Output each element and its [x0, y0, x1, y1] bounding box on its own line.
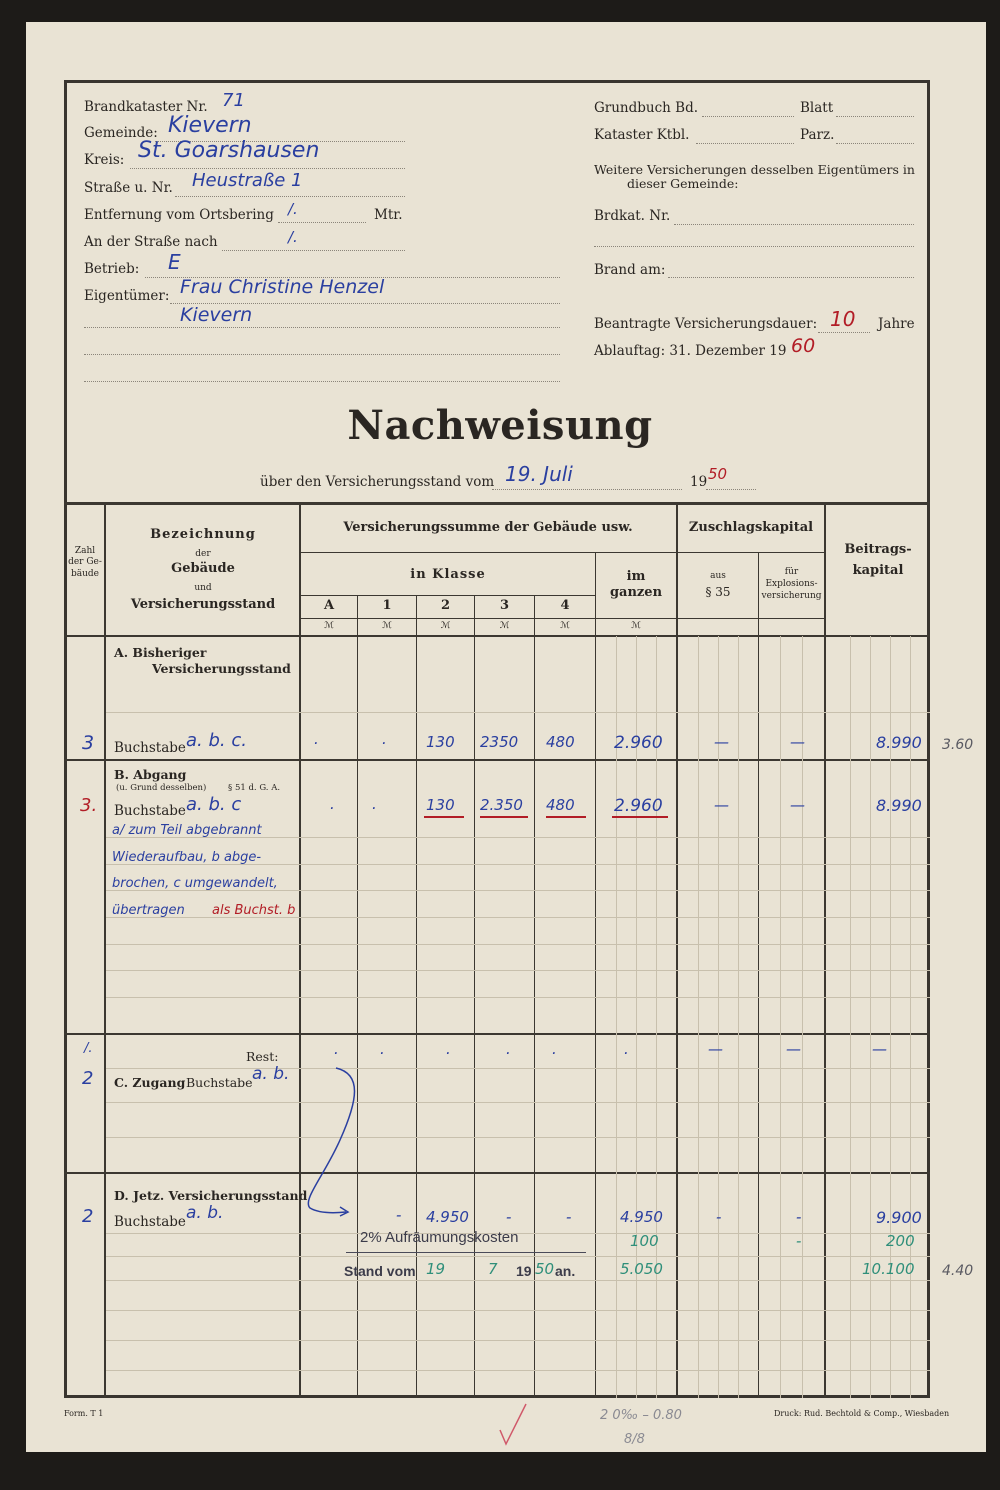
- stamp-stand-month: 7: [488, 1260, 498, 1278]
- stamp-stand-year: 50: [535, 1260, 555, 1278]
- section-b-sub: (u. Grund desselben): [116, 783, 207, 793]
- header-bez-3: Gebäude: [171, 561, 235, 576]
- section-b-note-1: a/ zum Teil abgebrannt: [112, 823, 262, 838]
- section-c-rest-klasse-2: .: [446, 1040, 451, 1058]
- header-klasse-3: 3: [499, 598, 510, 613]
- footer-printer: Druck: Rud. Bechtold & Comp., Wiesbaden: [774, 1409, 950, 1418]
- header-klasse-1: 1: [382, 598, 392, 613]
- strasse-label: Straße u. Nr.: [84, 180, 173, 196]
- footer-form: Form. T 1: [64, 1409, 104, 1418]
- dauer-unit: Jahre: [878, 316, 915, 332]
- title-year: 50: [708, 465, 728, 483]
- entfernung-value: /.: [288, 200, 298, 218]
- section-d-aus35: -: [716, 1208, 722, 1226]
- section-c-rest-beitrag: —: [872, 1040, 887, 1058]
- section-a-aus35: —: [714, 733, 729, 751]
- section-b-note-4: übertragen: [112, 903, 185, 918]
- section-a-explosion: —: [790, 733, 805, 751]
- section-a-ganzen: 2.960: [614, 733, 663, 753]
- header-klasse-2: 2: [440, 598, 451, 613]
- section-b-count: 3.: [80, 795, 98, 816]
- stamp-2-ganzen: 5.050: [620, 1260, 663, 1278]
- strasse-nach-value: /.: [288, 228, 298, 246]
- stamp-stand-day: 19: [426, 1260, 446, 1278]
- section-a-title-1: A. Bisheriger: [114, 645, 207, 660]
- section-a-klasse-a: .: [314, 730, 319, 748]
- section-d-count: 2: [82, 1206, 94, 1227]
- header-bez-5: Versicherungsstand: [130, 597, 276, 612]
- section-c-rest-aus35: —: [708, 1040, 723, 1058]
- currency-a: ℳ: [324, 621, 334, 631]
- header-bez-4: und: [194, 583, 212, 593]
- section-b-buchstabe-label: Buchstabe: [114, 803, 186, 819]
- section-c-count: 2: [82, 1068, 94, 1089]
- section-d-explosion: -: [796, 1208, 802, 1226]
- section-a-klasse-2: 130: [426, 733, 455, 751]
- header-im: im: [626, 569, 646, 584]
- section-a-klasse-1: .: [382, 730, 387, 748]
- entfernung-label: Entfernung vom Ortsbering: [84, 207, 274, 223]
- section-c-title: C. Zugang: [114, 1075, 186, 1090]
- section-a-klasse-4: 480: [546, 733, 575, 751]
- header-bez-1: Bezeichnung: [150, 527, 256, 542]
- section-d-margin-note: 4.40: [942, 1263, 974, 1279]
- header-vsumme: Versicherungssumme der Gebäude usw.: [343, 520, 633, 535]
- stamp-stand-year-prefix: 19: [516, 1263, 532, 1279]
- section-c-rest-klasse-a: .: [334, 1040, 339, 1058]
- section-c-rest-klasse-4: .: [552, 1040, 557, 1058]
- currency-2: ℳ: [440, 621, 451, 631]
- section-c-rest-ganzen: .: [624, 1040, 629, 1058]
- section-a-margin-note: 3.60: [942, 737, 974, 753]
- section-b-note-red: als Buchst. b: [212, 903, 296, 918]
- section-b-beitrag: 8.990: [876, 796, 922, 815]
- section-a-count: 3: [82, 732, 95, 754]
- dauer-label: Beantragte Versicherungsdauer:: [594, 316, 818, 332]
- section-c-buchstabe-label: Buchstabe: [186, 1075, 253, 1090]
- brdkat-label: Brdkat. Nr.: [594, 208, 671, 224]
- section-b-klasse-1: .: [372, 795, 377, 813]
- parz-label: Parz.: [800, 127, 835, 143]
- section-d-klasse-3: -: [506, 1208, 512, 1226]
- section-b-note-2: Wiederaufbau, b abge-: [112, 850, 262, 865]
- title-sub-label: über den Versicherungsstand vom: [260, 474, 495, 490]
- stamp-stand-suffix: an.: [555, 1263, 576, 1279]
- stamp-1-beitrag: 200: [886, 1232, 915, 1250]
- kreis-value: St. Goarshausen: [138, 138, 320, 163]
- header-para35: § 35: [705, 585, 731, 599]
- section-a-klasse-3: 2350: [480, 733, 519, 751]
- section-a-beitrag: 8.990: [876, 733, 922, 752]
- section-b-explosion: —: [790, 796, 805, 814]
- section-b-para: § 51 d. G. A.: [228, 783, 281, 793]
- section-d-klasse-4: -: [566, 1208, 572, 1226]
- section-b-title: B. Abgang: [114, 767, 187, 782]
- header-zuschlag: Zuschlagskapital: [688, 520, 814, 535]
- eigentuemer-value-2: Kievern: [180, 304, 253, 326]
- kreis-label: Kreis:: [84, 152, 125, 168]
- dauer-value: 10: [830, 307, 856, 331]
- header-beitrag-1: Beitrags-: [844, 542, 912, 557]
- footer-pencil-2: 8/8: [624, 1432, 645, 1447]
- strasse-nach-label: An der Straße nach: [84, 234, 218, 250]
- stamp-aufraeumungskosten: 2% Aufräumungskosten: [360, 1229, 519, 1246]
- section-b-klasse-3: 2.350: [480, 796, 523, 814]
- grundbuch-label: Grundbuch Bd.: [594, 100, 699, 116]
- betrieb-label: Betrieb:: [84, 261, 140, 277]
- weitere-line-2: dieser Gemeinde:: [627, 176, 739, 191]
- section-b-buchstabe-value: a. b. c: [186, 794, 242, 815]
- header-bez-2: der: [195, 549, 211, 559]
- section-d-ganzen: 4.950: [620, 1208, 663, 1226]
- stamp-1-explosion: -: [796, 1232, 802, 1250]
- header-explosion-1: Explosions-: [765, 579, 818, 589]
- title-date: 19. Juli: [505, 462, 573, 486]
- transfer-arrow-icon: [300, 1060, 370, 1220]
- currency-1: ℳ: [382, 621, 392, 631]
- section-c-buchstabe-value: a. b.: [252, 1064, 290, 1084]
- section-c-rest-explosion: —: [786, 1040, 801, 1058]
- checkmark-icon: [498, 1400, 530, 1448]
- section-c-rest-count: /.: [84, 1041, 93, 1056]
- header-klasse-4: 4: [560, 598, 570, 613]
- section-d-klasse-1: -: [396, 1206, 402, 1224]
- gemeinde-value: Kievern: [168, 113, 252, 138]
- header-klasse-a: A: [323, 598, 335, 613]
- stamp-stand-vom-label: Stand vom: [344, 1263, 416, 1279]
- section-c-rest-klasse-1: .: [380, 1040, 385, 1058]
- section-a-buchstabe-label: Buchstabe: [114, 740, 186, 756]
- section-c-rest-klasse-3: .: [506, 1040, 511, 1058]
- kataster-label: Kataster Ktbl.: [594, 127, 690, 143]
- header-aus: aus: [710, 571, 726, 581]
- section-d-klasse-2: 4.950: [426, 1208, 469, 1226]
- header-zahl: Zahl der Ge-bäude: [68, 546, 102, 579]
- footer-pencil-1: 2 0‰ – 0.80: [600, 1408, 682, 1423]
- section-b-klasse-4: 480: [546, 796, 575, 814]
- header-fuer: für: [784, 567, 799, 577]
- section-d-buchstabe-value: a. b.: [186, 1203, 224, 1223]
- section-b-klasse-a: .: [330, 795, 335, 813]
- section-b-ganzen: 2.960: [614, 796, 663, 816]
- section-a-buchstabe-value: a. b. c.: [186, 730, 247, 751]
- section-d-title: D. Jetz. Versicherungsstand: [114, 1188, 308, 1203]
- brandkataster-label: Brandkataster Nr.: [84, 99, 208, 115]
- entfernung-unit: Mtr.: [374, 207, 403, 223]
- stamp-2-beitrag: 10.100: [862, 1260, 915, 1278]
- currency-4: ℳ: [560, 621, 570, 631]
- section-d-beitrag: 9.900: [876, 1208, 922, 1227]
- section-d-buchstabe-label: Buchstabe: [114, 1214, 186, 1230]
- section-b-klasse-2: 130: [426, 796, 455, 814]
- currency-3: ℳ: [499, 621, 510, 631]
- currency-ganzen: ℳ: [631, 621, 641, 631]
- gemeinde-label: Gemeinde:: [84, 125, 158, 141]
- section-b-aus35: —: [714, 796, 729, 814]
- ablauf-label: Ablauftag: 31. Dezember 19: [594, 343, 787, 359]
- header-in-klasse: in Klasse: [410, 567, 486, 582]
- ablauf-value: 60: [791, 335, 816, 357]
- strasse-value: Heustraße 1: [192, 170, 303, 191]
- section-b-note-3: brochen, c umgewandelt,: [112, 876, 278, 891]
- header-explosion-2: versicherung: [761, 591, 822, 601]
- eigentuemer-label: Eigentümer:: [84, 288, 170, 304]
- header-ganzen: ganzen: [609, 585, 663, 600]
- betrieb-value: E: [168, 250, 181, 274]
- eigentuemer-value-1: Frau Christine Henzel: [180, 276, 385, 298]
- header-beitrag-2: kapital: [852, 563, 904, 578]
- stamp-1-ganzen: 100: [630, 1232, 659, 1250]
- title-year-prefix: 19: [690, 474, 708, 490]
- weitere-line-1: Weitere Versicherungen desselben Eigentümers in: [594, 162, 915, 177]
- section-a-title-2: Versicherungsstand: [152, 661, 291, 676]
- brandkataster-value: 71: [222, 90, 245, 111]
- blatt-label: Blatt: [800, 100, 834, 116]
- section-c-rest-label: Rest:: [246, 1049, 279, 1064]
- document-title: Nachweisung: [347, 402, 653, 449]
- brand-label: Brand am:: [594, 262, 666, 278]
